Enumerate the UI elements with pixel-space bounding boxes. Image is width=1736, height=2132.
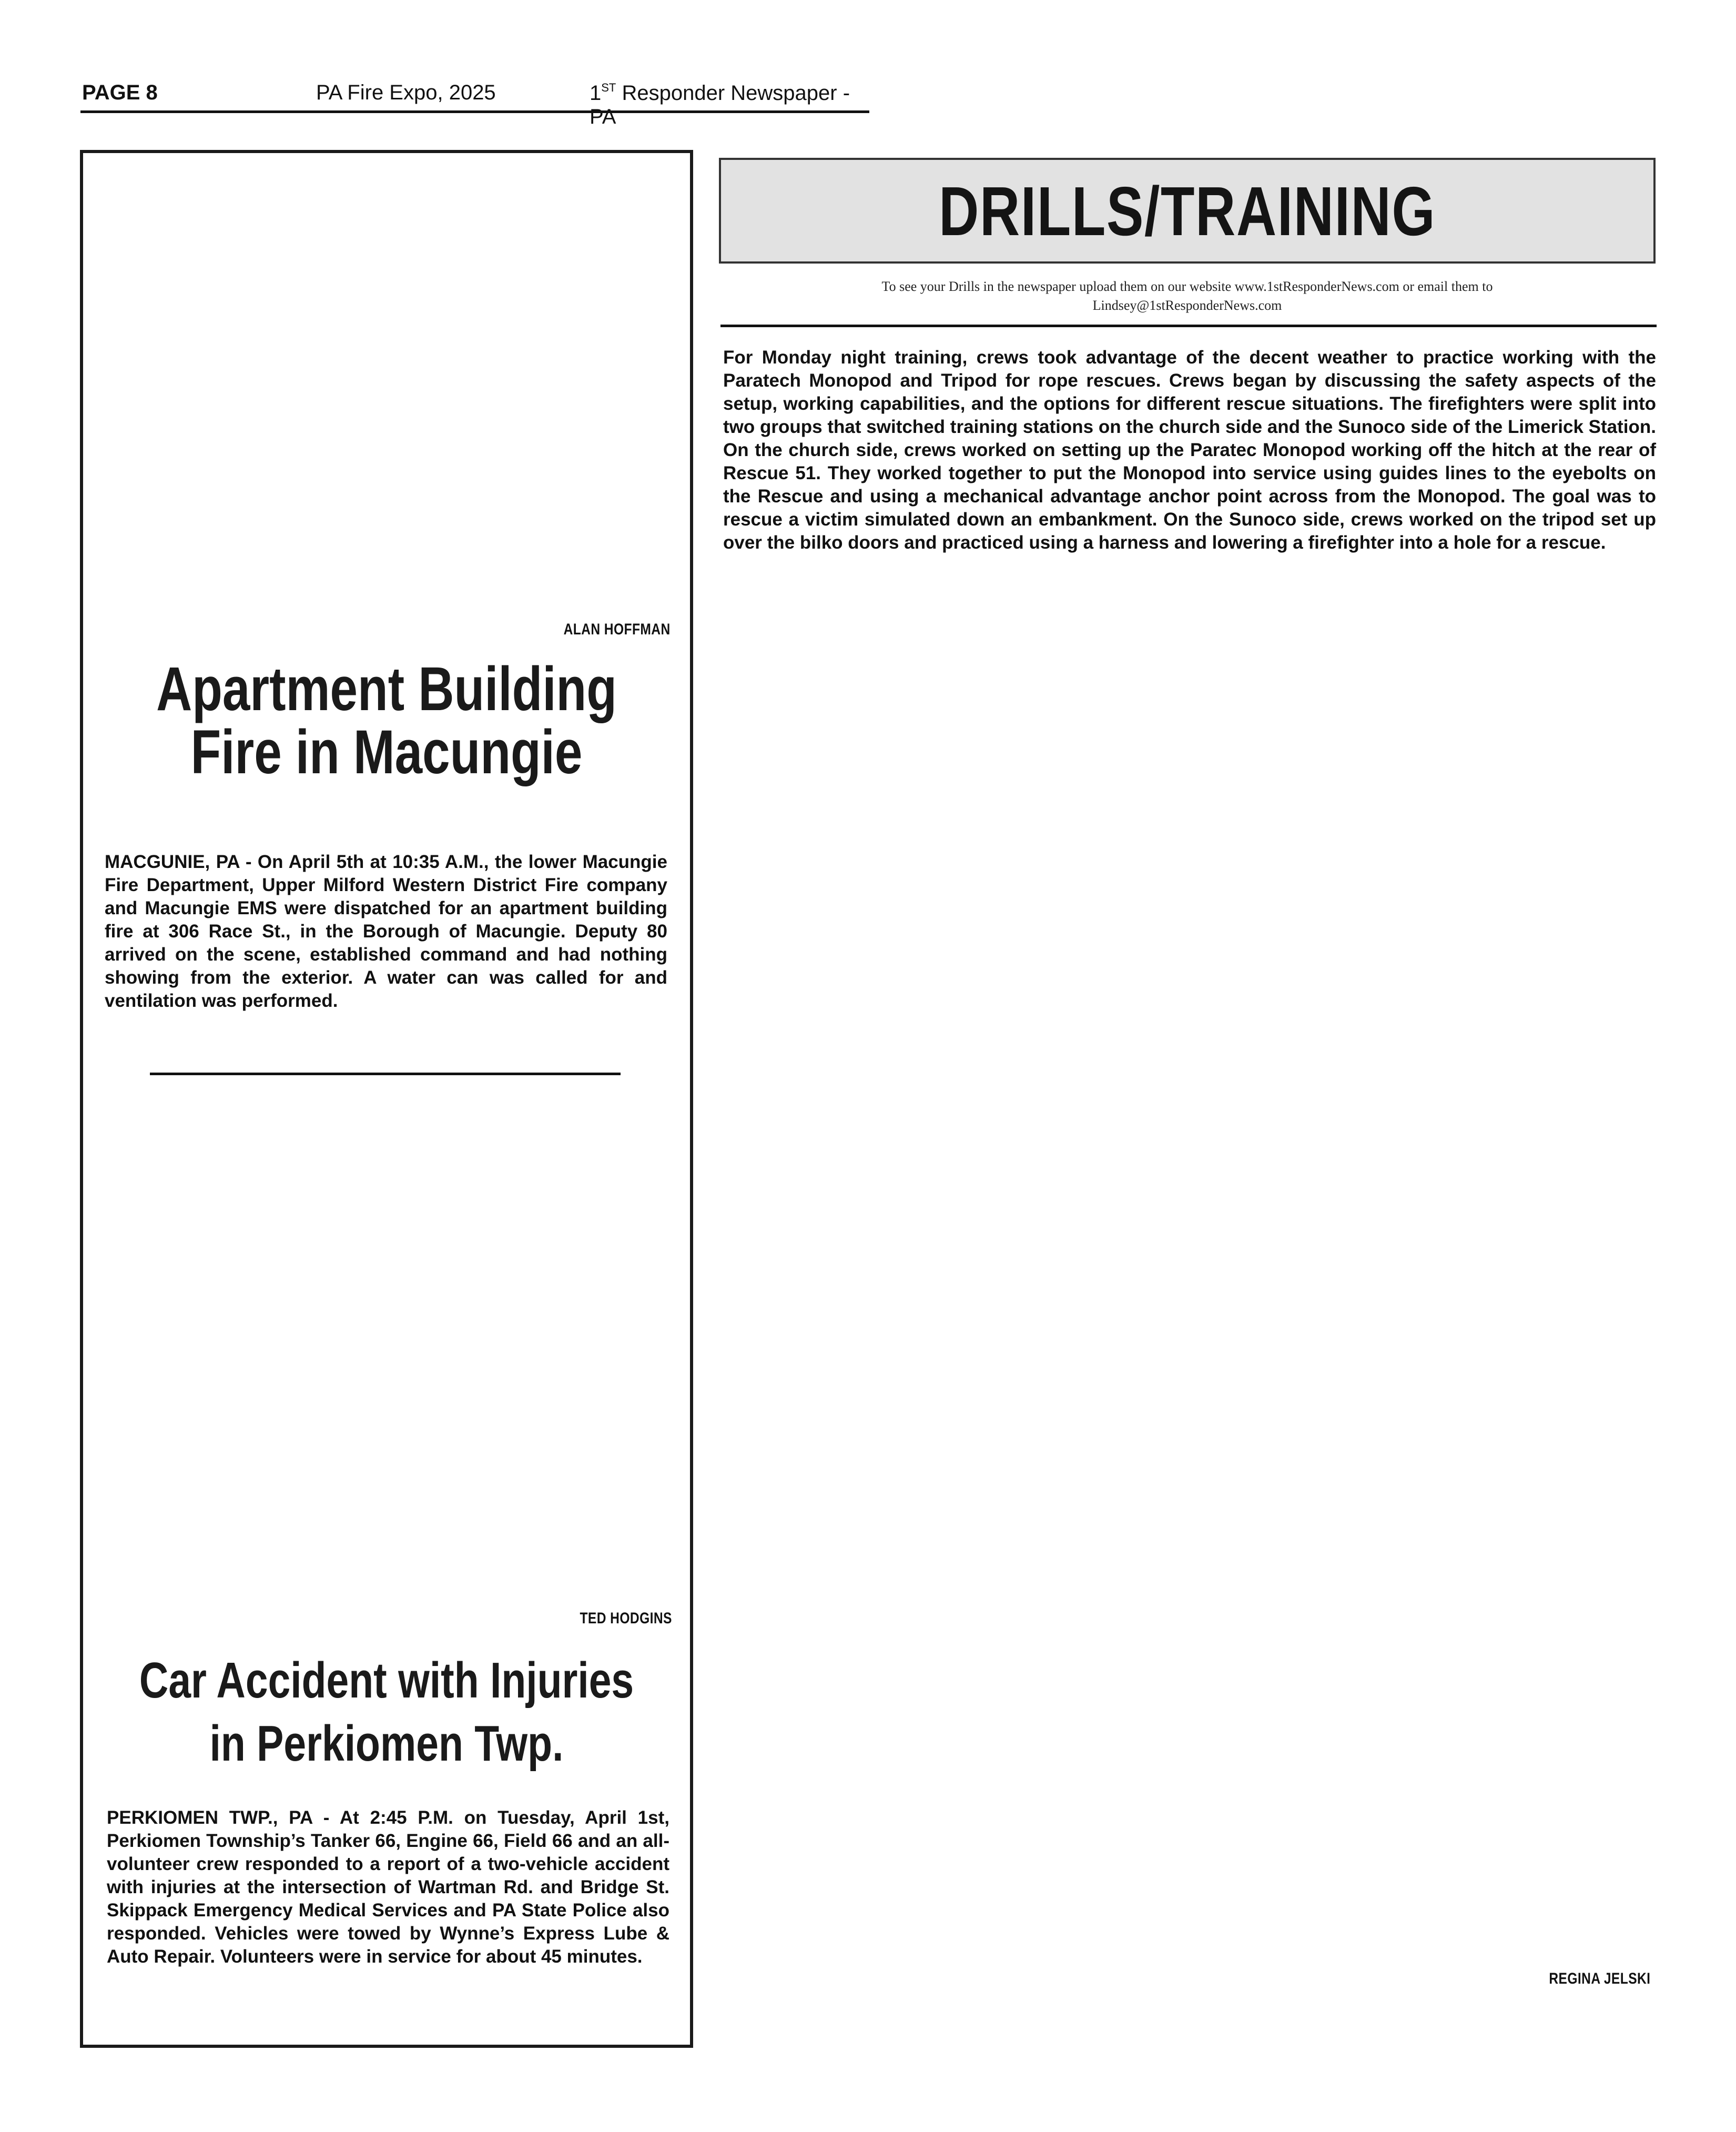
photo-credit-article-1: ALAN HOFFMAN [563, 621, 671, 638]
event-name: PA Fire Expo, 2025 [316, 81, 496, 104]
drills-rule [720, 325, 1657, 327]
running-header [80, 79, 869, 128]
photo-credit-drills: REGINA JELSKI [1548, 1970, 1650, 1987]
article-1-headline-line-1: Apartment Building [156, 654, 617, 724]
drills-submission-note-line-1: To see your Drills in the newspaper upload them on our website www.1stResponderNews.com or email them to [881, 279, 1493, 294]
page-number: PAGE 8 [82, 81, 158, 104]
newspaper-name-number: 1 [590, 82, 602, 105]
article-2-headline [0, 1649, 773, 1775]
newspaper-name-text: Responder Newspaper - PA [590, 82, 850, 128]
article-1-body: MACGUNIE, PA - On April 5th at 10:35 A.M., the lower Macungie Fire Department, Upper Milford Western District Fire company and Macungie EMS were dispatched for an apartment building fire at 306 Race St., in the Borough of Macungie. Deputy 80 arrived on the scene, established command and had nothing showing from the exterior. A water can was called for and ventilation was performed. [105, 852, 667, 1011]
drills-submission-note [719, 277, 1656, 315]
drills-section-title: DRILLS/TRAINING [938, 173, 1436, 250]
article-2-headline-line-1: Car Accident with Injuries [139, 1652, 634, 1709]
newspaper-name [590, 81, 869, 129]
article-1-headline [0, 654, 773, 787]
article-1-headline-line-2: Fire in Macungie [190, 718, 583, 787]
drills-body: For Monday night training, crews took advantage of the decent weather to practice working with the Paratech Monopod and Tripod for rope rescues. Crews began by discussing the safety aspects of the setup, working capabilities, and the options for different rescue situations. The firefighters were split into two groups that switched training stations on the church side and the Sunoco side of the Limerick Station. On the church side, crews worked on setting up the Paratec Monopod working off the hitch at the rear of Rescue 51. They worked together to put the Monopod into service using guides lines to the eyebolts on the Rescue and using a mechanical advantage anchor point across from the Monopod. The goal was to rescue a victim simulated down an embankment. On the Sunoco side, crews worked on the tripod set up over the bilko doors and practiced using a harness and lowering a firefighter into a hole for a rescue. [723, 347, 1656, 553]
drills-section-banner [719, 158, 1656, 264]
article-divider [150, 1073, 621, 1075]
photo-credit-article-2: TED HODGINS [580, 1610, 672, 1627]
article-2-headline-line-2: in Perkiomen Twp. [209, 1715, 564, 1772]
newspaper-name-superscript: ST [601, 81, 616, 94]
article-2-body: PERKIOMEN TWP., PA - At 2:45 P.M. on Tuesday, April 1st, Perkiomen Township’s Tanker 66, Engine 66, Field 66 and an all-volunteer crew responded to a report of a two-vehicle accident with injuries at the intersection of Wartman Rd. and Bridge St. Skippack Emergency Medical Services and PA State Police also responded. Vehicles were towed by Wynne’s Express Lube & Auto Repair. Volunteers were in service for about 45 minutes. [107, 1807, 669, 1967]
drills-submission-note-line-2: Lindsey@1stResponderNews.com [1092, 298, 1282, 313]
